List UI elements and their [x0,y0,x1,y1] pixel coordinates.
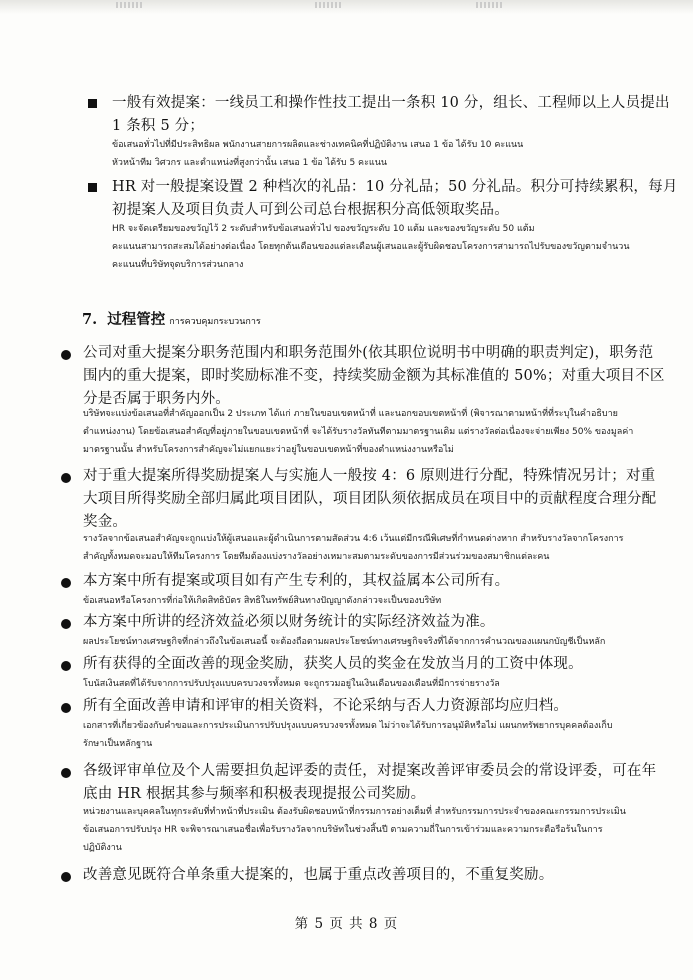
round-bullet-icon [61,619,71,629]
round-bullet-icon [61,703,71,713]
item-text-th: หน่วยงานและบุคคลในทุกระดับที่ทำหน้าที่ประเมิน ต้องรับผิดชอบหน้าที่กรรมการอย่างเต็มที่ สำหรับกรรมการประจำของคณะกรรมการประเมิน ข้อเสนอการปรับปรุง HR จะพิจารณาเสนอชื่อเพื่อรับรางวัลจากบริษัทในช่วงสิ้นปี ตามความถี่ในการเข้าร่วมและความกระตือรือร้นในการ ปฏิบัติงาน [83,807,626,853]
item-text-th: เอกสารที่เกี่ยวข้องกับคำขอและการประเมินการปรับปรุงแบบครบวงจรทั้งหมด ไม่ว่าจะได้รับการอนุมัติหรือไม่ แผนกทรัพยากรบุคคลต้องเก็บ รักษาเป็นหลักฐาน [83,721,613,749]
round-bullet-icon [61,768,71,778]
item-text-zh: 各级评审单位及个人需要担负起评委的责任，对提案改善评审委员会的常设评委，可在年 底由 HR 根据其参与频率和积极表现提报公司奖励。 [83,763,657,802]
item-text-th: ข้อเสนอหรือโครงการที่ก่อให้เกิดสิทธิบัตร สิทธิในทรัพย์สินทางปัญญาดังกล่าวจะเป็นของบริษัท [83,596,442,606]
item-text-zh: 所有获得的全面改善的现金奖励，获奖人员的奖金在发放当月的工资中体现。 [83,656,583,672]
item-text-zh: HR 对一般提案设置 2 种档次的礼品：10 分礼品；50 分礼品。积分可持续累积，每月 初提案人及项目负责人可到公司总台根据积分高低领取奖品。 [112,179,678,218]
item-text-th: ข้อเสนอทั่วไปที่มีประสิทธิผล พนักงานสายการผลิตและช่างเทคนิคที่ปฏิบัติงาน เสนอ 1 ข้อ ได้รับ 10 คะแนน หัวหน้าทีม วิศวกร และตำแหน่งที่สูงกว่านั้น เสนอ 1 ข้อ ได้รับ 5 คะแนน [112,140,524,168]
square-bullet-icon [88,99,97,108]
item-text-zh: 本方案中所讲的经济效益必须以财务统计的实际经济效益为准。 [83,614,495,630]
item-text-zh: 本方案中所有提案或项目如有产生专利的，其权益属本公司所有。 [83,573,510,589]
item-text-th: รางวัลจากข้อเสนอสำคัญจะถูกแบ่งให้ผู้เสนอและผู้ดำเนินการตามสัดส่วน 4:6 เว้นแต่มีกรณีพิเศษที่กำหนดต่างหาก สำหรับรางวัลจากโครงการ สำคัญทั้งหมดจะมอบให้ทีมโครงการ โดยทีมต้องแบ่งรางวัลอย่างเหมาะสมตามระดับของการมีส่วนร่วมของสมาชิกแต่ละคน [83,534,624,562]
round-bullet-icon [61,473,71,483]
item-text-zh: 改善意见既符合单条重大提案的，也属于重点改善项目的，不重复奖励。 [83,867,554,883]
round-bullet-icon [61,661,71,671]
item-text-zh: 公司对重大提案分职务范围内和职务范围外(依其职位说明书中明确的职责判定)，职务范 围内的重大提案，即时奖励标准不变，持续奖励金额为其标准值的 50%；对重大项目不区 分是否属于职务内外。 [83,345,665,407]
scan-mark [315,2,343,8]
square-bullet-icon [88,183,97,192]
section-heading: 7. 过程管控 การควบคุมกระบวนการ [82,311,261,328]
item-text-zh: 对于重大提案所得奖励提案人与实施人一般按 4：6 原则进行分配，特殊情况另计；对重 大项目所得奖励全部归属此项目团队，项目团队须依据成员在项目中的贡献程度合理分配 奖金。 [83,468,657,530]
round-bullet-icon [61,872,71,882]
item-text-th: HR จะจัดเตรียมของขวัญไว้ 2 ระดับสำหรับข้อเสนอทั่วไป ของขวัญระดับ 10 แต้ม และของขวัญระดับ 50 แต้ม คะแนนสามารถสะสมได้อย่างต่อเนื่อง โดยทุกต้นเดือนของแต่ละเดือนผู้เสนอและผู้รับผิดชอบโครงการสามารถไปรับของขวัญตามจำนวน คะแนนที่บริษัทจุดบริการส่วนกลาง [112,224,630,270]
scan-mark [116,2,144,8]
item-text-th: ผลประโยชน์ทางเศรษฐกิจที่กล่าวถึงในข้อเสนอนี้ จะต้องถือตามผลประโยชน์ทางเศรษฐกิจจริงที่ได้จากการคำนวณของแผนกบัญชีเป็นหลัก [83,637,606,647]
item-text-zh: 一般有效提案：一线员工和操作性技工提出一条积 10 分，组长、工程师以上人员提出 1 条积 5 分； [112,95,670,134]
page-number: 第 5 页 共 8 页 [294,916,399,932]
item-text-th: โบนัสเงินสดที่ได้รับจากการปรับปรุงแบบครบวงจรทั้งหมด จะถูกรวมอยู่ในเงินเดือนของเดือนที่มีการจ่ายรางวัล [83,679,500,689]
scan-edge [0,0,693,14]
round-bullet-icon [61,578,71,588]
round-bullet-icon [61,350,71,360]
scan-mark [476,2,504,8]
item-text-th: บริษัทจะแบ่งข้อเสนอที่สำคัญออกเป็น 2 ประเภท ได้แก่ ภายในขอบเขตหน้าที่ และนอกขอบเขตหน้าที่ (พิจารณาตามหน้าที่ที่ระบุในคำอธิบาย ตำแหน่งงาน) โดยข้อเสนอสำคัญที่อยู่ภายในขอบเขตหน้าที่ จะได้รับรางวัลทันทีตามมาตรฐานเดิม แต่รางวัลต่อเนื่องจะจ่ายเพียง 50% ของมูลค่า มาตรฐานนั้น สำหรับโครงการสำคัญจะไม่แยกแยะว่าอยู่ในขอบเขตหน้าที่ของตำแหน่งงานหรือไม่ [83,409,634,455]
item-text-zh: 所有全面改善申请和评审的相关资料，不论采纳与否人力资源部均应归档。 [83,698,569,714]
